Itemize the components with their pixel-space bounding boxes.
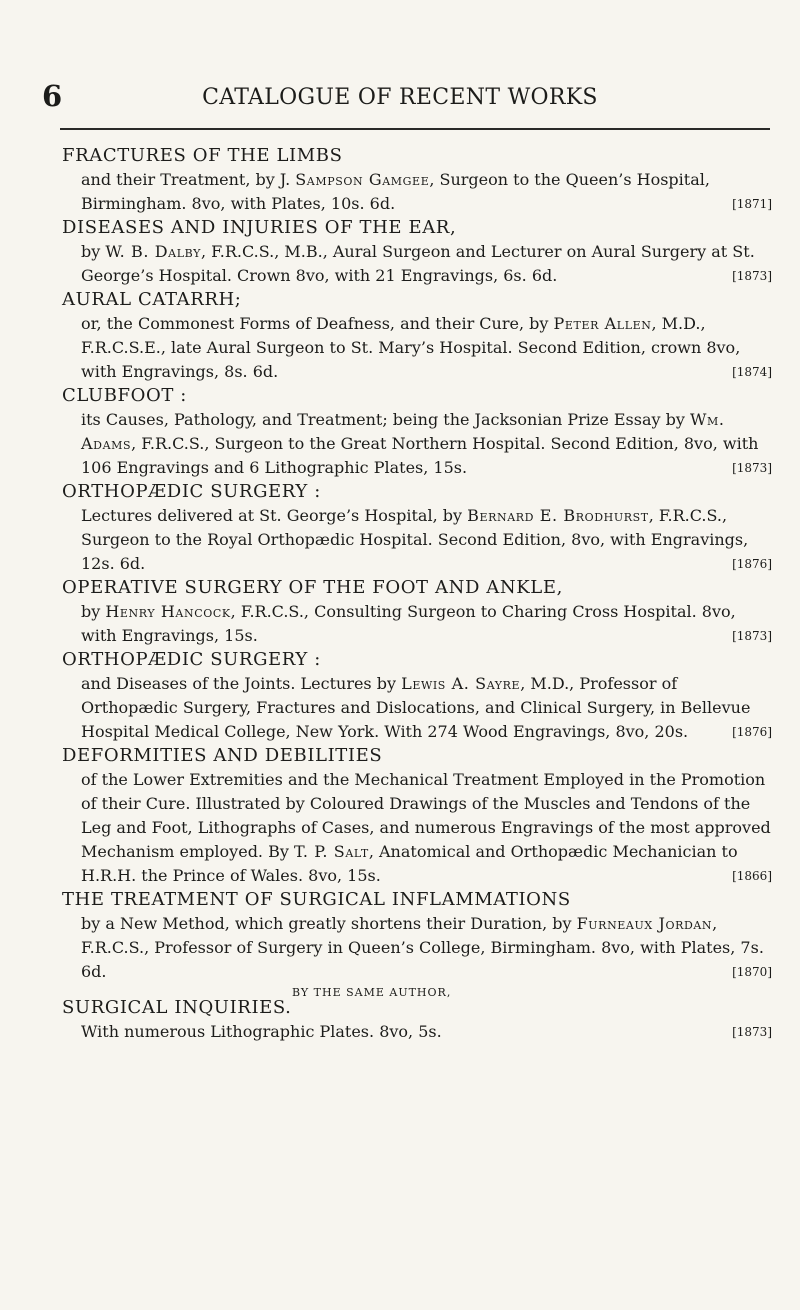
entry-text: by — [81, 242, 106, 261]
entry-title: ORTHOPÆDIC SURGERY : — [62, 481, 321, 502]
entry-year: [1871] — [732, 197, 772, 211]
entry-year: [1876] — [732, 557, 772, 571]
catalogue-entry — [62, 216, 772, 288]
entry-year: [1873] — [732, 629, 772, 643]
entry-year: [1873] — [732, 461, 772, 475]
catalogue-entry — [62, 576, 772, 648]
entry-author: Peter Allen — [553, 314, 652, 333]
entry-title: ORTHOPÆDIC SURGERY : — [62, 649, 321, 670]
entry-text: or, the Commonest Forms of Deafness, and their Cure, by — [81, 314, 554, 333]
running-title: CATALOGUE OF RECENT WORKS — [202, 85, 598, 110]
catalogue-entries — [62, 144, 772, 1044]
catalogue-entry — [62, 480, 772, 576]
entry-body — [62, 240, 772, 288]
entry-body — [62, 912, 772, 984]
page-number: 6 — [42, 79, 63, 113]
entry-text: , F.R.C.S., Consulting Surgeon to Charing Cross Hospital. 8vo, with Engravings, 15s. — [81, 602, 736, 645]
entry-author: Furneaux Jordan — [576, 914, 713, 933]
entry-text: by — [81, 602, 106, 621]
catalogue-entry — [62, 648, 772, 744]
entry-body — [62, 408, 772, 480]
entry-title: DEFORMITIES AND DEBILITIES — [62, 745, 383, 766]
entry-year: [1873] — [732, 1025, 772, 1039]
entry-title: AURAL CATARRH; — [62, 289, 242, 310]
entry-text: , M.D., F.R.C.S.E., late Aural Surgeon to St. Mary’s Hospital. Second Edition, crown 8vo, with Engravings, 8s. 6d. — [81, 314, 741, 381]
entry-text: With numerous Lithographic Plates. 8vo, 5s. — [81, 1022, 442, 1041]
entry-body — [62, 768, 772, 888]
entry-title: OPERATIVE SURGERY OF THE FOOT AND ANKLE, — [62, 577, 563, 598]
entry-text: , F.R.C.S., Surgeon to the Great Northern Hospital. Second Edition, 8vo, with 106 Engravings and 6 Lithographic Plates, 15s. — [81, 434, 759, 477]
entry-author: Lewis A. Sayre — [401, 674, 521, 693]
entry-body — [62, 672, 772, 744]
entry-title: SURGICAL INQUIRIES. — [62, 997, 292, 1018]
entry-body — [62, 504, 772, 576]
entry-text: , F.R.C.S., Professor of Surgery in Queen’s College, Birmingham. 8vo, with Plates, 7s. 6d. — [81, 914, 764, 981]
entry-author: T. P. Salt — [293, 842, 369, 861]
entry-title: FRACTURES OF THE LIMBS — [62, 145, 343, 166]
catalogue-entry — [62, 888, 772, 984]
catalogue-entry — [62, 744, 772, 888]
entry-text: by a New Method, which greatly shortens their Duration, by — [81, 914, 577, 933]
entry-title: THE TREATMENT OF SURGICAL INFLAMMATIONS — [62, 889, 571, 910]
entry-text: , Anatomical and Orthopædic Mechanician to H.R.H. the Prince of Wales. 8vo, 15s. — [81, 842, 738, 885]
entry-title: CLUBFOOT : — [62, 385, 187, 406]
entry-year: [1870] — [732, 965, 772, 979]
entry-author: Sampson Gamgee — [295, 170, 430, 189]
entry-year: [1873] — [732, 269, 772, 283]
by-same-author-note: BY THE SAME AUTHOR, — [292, 986, 452, 999]
entry-year: [1866] — [732, 869, 772, 883]
entry-author: Henry Hancock — [105, 602, 231, 621]
entry-author: Wm. Adams — [81, 410, 725, 453]
catalogue-entry — [62, 144, 772, 216]
entry-text: , M.D., Professor of Orthopædic Surgery, Fractures and Dislocations, and Clinical Surgery, in Bellevue Hospital Medical College, New York. With 274 Wood Engravings, 8vo, 20s. — [81, 674, 751, 741]
catalogue-entry — [62, 996, 772, 1044]
entry-text: Lectures delivered at St. George’s Hospital, by — [81, 506, 468, 525]
entry-body — [62, 312, 772, 384]
catalogue-entry — [62, 288, 772, 384]
entry-text: of the Lower Extremities and the Mechanical Treatment Employed in the Promotion of their Cure. Illustrated by Coloured Drawings of the Muscles and Tendons of the Leg and Foot, Lithographs of Cases, and numerous Engravings of the most approved Mechanism employed. By — [81, 770, 771, 861]
entry-text: , F.R.C.S., Surgeon to the Royal Orthopædic Hospital. Second Edition, 8vo, with Engravings, 12s. 6d. — [81, 506, 749, 573]
entry-body — [62, 168, 772, 216]
entry-year: [1874] — [732, 365, 772, 379]
entry-text: , Surgeon to the Queen’s Hospital, Birmingham. 8vo, with Plates, 10s. 6d. — [81, 170, 710, 213]
entry-title: DISEASES AND INJURIES OF THE EAR, — [62, 217, 457, 238]
entry-text: its Causes, Pathology, and Treatment; being the Jacksonian Prize Essay by — [81, 410, 691, 429]
entry-year: [1876] — [732, 725, 772, 739]
catalogue-entry — [62, 384, 772, 480]
entry-author: Bernard E. Brodhurst — [467, 506, 649, 525]
header-rule — [60, 128, 770, 130]
entry-text: , F.R.C.S., M.B., Aural Surgeon and Lecturer on Aural Surgery at St. George’s Hospital. Crown 8vo, with 21 Engravings, 6s. 6d. — [81, 242, 755, 285]
entry-body — [62, 1020, 772, 1044]
entry-author: W. B. Dalby — [105, 242, 201, 261]
entry-text: and their Treatment, by J. — [81, 170, 296, 189]
entry-body — [62, 600, 772, 648]
entry-text: and Diseases of the Joints. Lectures by — [81, 674, 402, 693]
